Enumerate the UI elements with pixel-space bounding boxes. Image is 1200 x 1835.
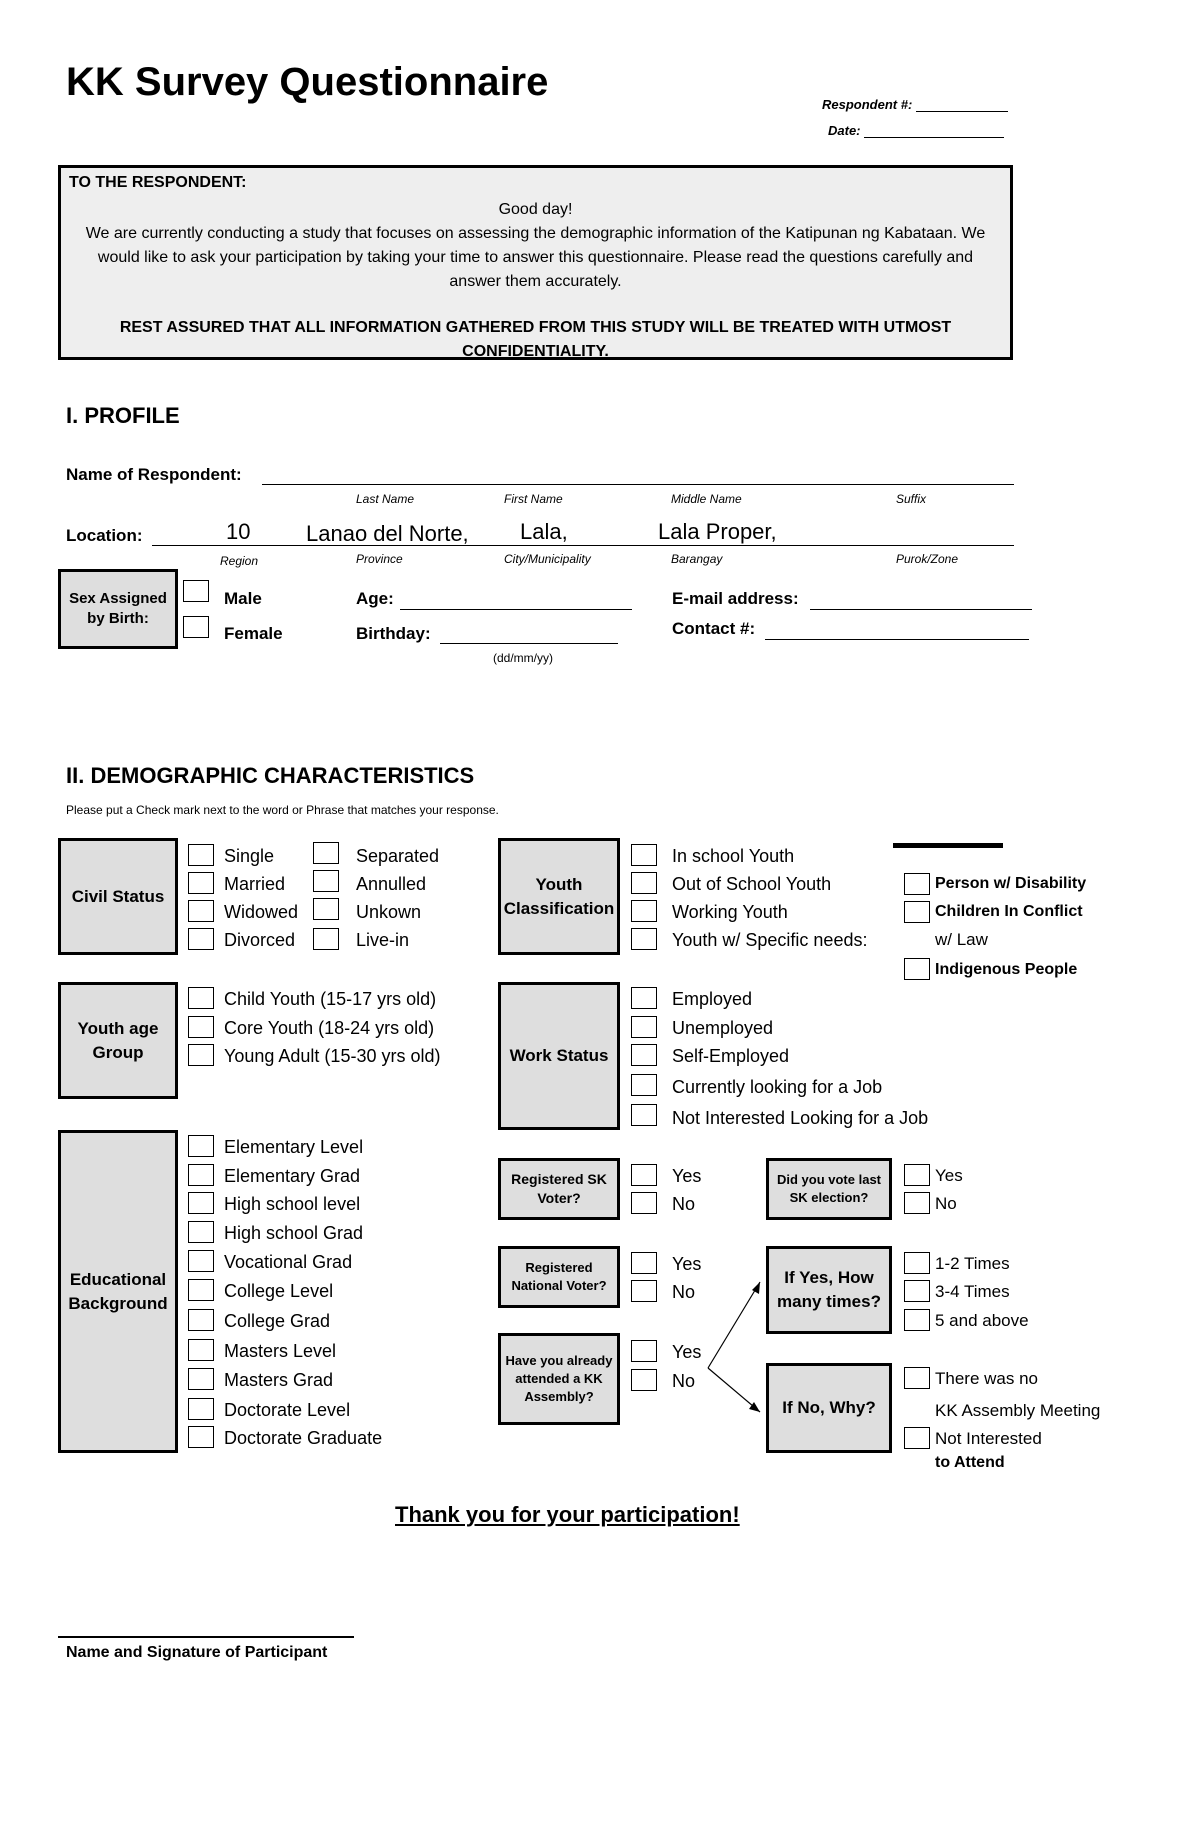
pwd-label: Person w/ Disability: [935, 875, 1087, 892]
birthday-format: (dd/mm/yy): [493, 651, 553, 665]
times-3-4-label: 3-4 Times: [935, 1282, 1010, 1301]
thank-you-message: Thank you for your participation!: [395, 1502, 740, 1527]
not-interested-label: Not Interested: [935, 1429, 1042, 1448]
education-option-label: Elementary Level: [224, 1137, 364, 1157]
times-5-above-checkbox[interactable]: [904, 1309, 930, 1331]
notice-confidentiality: REST ASSURED THAT ALL INFORMATION GATHERED FROM THIS STUDY WILL BE TREATED WITH UTMOST CONFIDENTIALITY.: [119, 319, 952, 360]
national-voter-label: Registered National Voter?: [511, 1260, 607, 1293]
national-voter-yes-checkbox[interactable]: [631, 1252, 657, 1274]
date-field: [828, 123, 1004, 138]
respondent-notice: [58, 165, 1013, 360]
arrow-to-yes: [708, 1282, 760, 1368]
education-option-label: Masters Level: [224, 1341, 337, 1361]
date-label: Date:: [828, 123, 861, 138]
national-voter-no-label: No: [672, 1282, 696, 1302]
looking-job-label: Currently looking for a Job: [672, 1077, 883, 1097]
no-meeting-label: There was no: [935, 1369, 1038, 1388]
middle-name-caption: Middle Name: [671, 492, 742, 506]
email-input-line[interactable]: [810, 609, 1032, 610]
children-in-conflict-checkbox[interactable]: [904, 901, 930, 923]
education-option-checkbox[interactable]: [188, 1339, 214, 1361]
sex-label: Sex Assigned by Birth:: [69, 590, 167, 627]
sk-voter-label: Registered SK Voter?: [511, 1171, 607, 1206]
young-adult-label: Young Adult (15-30 yrs old): [224, 1046, 441, 1066]
child-youth-label: Child Youth (15-17 yrs old): [224, 989, 437, 1009]
voted-last-yes-label: Yes: [935, 1166, 963, 1185]
education-option-checkbox[interactable]: [188, 1192, 214, 1214]
national-voter-box: [498, 1246, 620, 1308]
looking-job-checkbox[interactable]: [631, 1074, 657, 1096]
name-label: Name of Respondent:: [66, 465, 242, 484]
unkown-checkbox[interactable]: [313, 898, 339, 920]
birthday-label: Birthday:: [356, 624, 431, 643]
children-in-conflict-label: Children In Conflict: [935, 903, 1083, 920]
pwd-checkbox[interactable]: [904, 873, 930, 895]
voted-last-no-label: No: [935, 1194, 957, 1213]
education-label: Educational Background: [68, 1269, 168, 1313]
age-input-line[interactable]: [400, 609, 632, 610]
civil-status-box: [58, 838, 178, 955]
region-caption: Region: [220, 554, 259, 568]
demographics-instruction: Please put a Check mark next to the word or Phrase that matches your response.: [66, 803, 499, 817]
signature-line[interactable]: [58, 1636, 354, 1638]
sk-voter-no-label: No: [672, 1194, 696, 1214]
youth-classification-label: Youth Classification: [503, 874, 615, 918]
kk-assembly-no-checkbox[interactable]: [631, 1369, 657, 1391]
core-youth-checkbox[interactable]: [188, 1016, 214, 1038]
widowed-label: Widowed: [224, 902, 299, 922]
education-option-label: College Grad: [224, 1311, 331, 1331]
annulled-checkbox[interactable]: [313, 870, 339, 892]
divorced-label: Divorced: [224, 930, 296, 950]
how-many-label: If Yes, How many times?: [777, 1268, 881, 1311]
single-label: Single: [224, 846, 275, 866]
live-in-checkbox[interactable]: [313, 928, 339, 950]
province-caption: Province: [356, 552, 403, 566]
employed-label: Employed: [672, 989, 753, 1009]
married-checkbox[interactable]: [188, 872, 214, 894]
sk-voter-no-checkbox[interactable]: [631, 1192, 657, 1214]
education-option-checkbox[interactable]: [188, 1398, 214, 1420]
province-value: Lanao del Norte,: [306, 521, 469, 546]
education-option-checkbox[interactable]: [188, 1164, 214, 1186]
contact-input-line[interactable]: [765, 639, 1029, 640]
specific-needs-rule: [893, 843, 1003, 848]
kk-assembly-label: Have you already attended a KK Assembly?: [505, 1353, 613, 1404]
date-line[interactable]: [864, 137, 1004, 138]
education-option-checkbox[interactable]: [188, 1135, 214, 1157]
profile-heading: I. PROFILE: [66, 403, 180, 428]
annulled-label: Annulled: [356, 874, 427, 894]
notice-heading: TO THE RESPONDENT:: [69, 174, 247, 191]
signature-label: Name and Signature of Participant: [66, 1644, 328, 1661]
city-caption: City/Municipality: [504, 552, 591, 566]
working-youth-label: Working Youth: [672, 902, 788, 922]
notice-greeting: Good day!: [498, 201, 573, 218]
divorced-checkbox[interactable]: [188, 928, 214, 950]
location-label: Location:: [66, 526, 143, 545]
live-in-label: Live-in: [356, 930, 410, 950]
times-1-2-label: 1-2 Times: [935, 1254, 1010, 1273]
location-input-line[interactable]: [152, 545, 1014, 546]
notice-body: [81, 198, 990, 294]
not-interested-label-2: to Attend: [935, 1454, 1005, 1471]
specific-needs-label: Youth w/ Specific needs:: [672, 930, 868, 950]
barangay-value: Lala Proper,: [658, 519, 777, 544]
page-title: KK Survey Questionnaire: [66, 60, 549, 104]
not-interested-checkbox[interactable]: [904, 1427, 930, 1449]
how-many-box: [766, 1246, 892, 1334]
times-3-4-checkbox[interactable]: [904, 1280, 930, 1302]
sk-voter-box: [498, 1158, 620, 1220]
education-option-label: Vocational Grad: [224, 1252, 353, 1272]
education-option-checkbox[interactable]: [188, 1368, 214, 1390]
unemployed-checkbox[interactable]: [631, 1016, 657, 1038]
voted-last-box: [766, 1158, 892, 1220]
education-option-label: Elementary Grad: [224, 1166, 361, 1186]
education-box: [58, 1130, 178, 1453]
kk-assembly-yes-checkbox[interactable]: [631, 1340, 657, 1362]
not-interested-job-checkbox[interactable]: [631, 1104, 657, 1126]
youth-classification-box: [498, 838, 620, 955]
times-5-above-label: 5 and above: [935, 1311, 1029, 1330]
kk-assembly-box: [498, 1333, 620, 1425]
child-youth-checkbox[interactable]: [188, 987, 214, 1009]
education-option-checkbox[interactable]: [188, 1221, 214, 1243]
in-school-youth-label: In school Youth: [672, 846, 795, 866]
sex-label-box: [58, 569, 178, 649]
widowed-checkbox[interactable]: [188, 900, 214, 922]
sk-voter-yes-checkbox[interactable]: [631, 1164, 657, 1186]
purok-caption: Purok/Zone: [896, 552, 959, 566]
work-status-box: [498, 982, 620, 1130]
voted-last-yes-checkbox[interactable]: [904, 1164, 930, 1186]
education-option-label: Masters Grad: [224, 1370, 334, 1390]
self-employed-label: Self-Employed: [672, 1046, 790, 1066]
core-youth-label: Core Youth (18-24 yrs old): [224, 1018, 435, 1038]
notice-text: We are currently conducting a study that focuses on assessing the demographic information of the Katipunan ng Kabataan. We would like to ask your participation by taking your time to answer this questionnaire. Please read the questions carefully and answer them accurately.: [85, 225, 986, 290]
education-option-checkbox[interactable]: [188, 1309, 214, 1331]
working-youth-checkbox[interactable]: [631, 900, 657, 922]
civil-status-label: Civil Status: [71, 886, 165, 906]
voted-last-no-checkbox[interactable]: [904, 1192, 930, 1214]
male-label: Male: [224, 589, 262, 608]
city-value: Lala,: [520, 519, 568, 544]
email-label: E-mail address:: [672, 589, 799, 608]
name-input-line[interactable]: [262, 484, 1014, 485]
times-1-2-checkbox[interactable]: [904, 1252, 930, 1274]
work-status-label: Work Status: [509, 1046, 609, 1065]
out-of-school-youth-checkbox[interactable]: [631, 872, 657, 894]
respondent-number-label: Respondent #:: [822, 97, 913, 112]
no-meeting-label-2: KK Assembly Meeting: [935, 1401, 1101, 1420]
education-option-checkbox[interactable]: [188, 1279, 214, 1301]
employed-checkbox[interactable]: [631, 987, 657, 1009]
demographics-heading: II. DEMOGRAPHIC CHARACTERISTICS: [66, 763, 475, 788]
youth-age-group-label: Youth age Group: [77, 1018, 159, 1062]
self-employed-checkbox[interactable]: [631, 1044, 657, 1066]
education-option-checkbox[interactable]: [188, 1250, 214, 1272]
kk-assembly-yes-label: Yes: [672, 1342, 702, 1362]
separated-label: Separated: [356, 846, 440, 866]
kk-assembly-no-label: No: [672, 1371, 696, 1391]
education-option-label: College Level: [224, 1281, 334, 1301]
education-option-label: High school level: [224, 1194, 361, 1214]
respondent-number-line[interactable]: [916, 111, 1008, 112]
male-checkbox[interactable]: [183, 580, 209, 602]
education-option-label: Doctorate Graduate: [224, 1428, 383, 1448]
separated-checkbox[interactable]: [313, 842, 339, 864]
not-interested-job-label: Not Interested Looking for a Job: [672, 1108, 929, 1128]
female-label: Female: [224, 624, 283, 643]
barangay-caption: Barangay: [671, 552, 723, 566]
in-school-youth-checkbox[interactable]: [631, 844, 657, 866]
first-name-caption: First Name: [504, 492, 563, 506]
sk-voter-yes-label: Yes: [672, 1166, 702, 1186]
out-of-school-youth-label: Out of School Youth: [672, 874, 832, 894]
last-name-caption: Last Name: [356, 492, 415, 506]
indigenous-checkbox[interactable]: [904, 958, 930, 980]
unkown-label: Unkown: [356, 902, 422, 922]
if-no-label: If No, Why?: [782, 1398, 876, 1417]
with-law-label: w/ Law: [935, 930, 988, 949]
education-option-checkbox[interactable]: [188, 1426, 214, 1448]
indigenous-label: Indigenous People: [935, 961, 1078, 978]
national-voter-yes-label: Yes: [672, 1254, 702, 1274]
married-label: Married: [224, 874, 286, 894]
specific-needs-checkbox[interactable]: [631, 928, 657, 950]
national-voter-no-checkbox[interactable]: [631, 1280, 657, 1302]
contact-label: Contact #:: [672, 619, 756, 638]
education-option-label: Doctorate Level: [224, 1400, 351, 1420]
unemployed-label: Unemployed: [672, 1018, 774, 1038]
birthday-input-line[interactable]: [440, 643, 618, 644]
single-checkbox[interactable]: [188, 844, 214, 866]
education-option-label: High school Grad: [224, 1223, 364, 1243]
if-no-box: [766, 1363, 892, 1453]
region-value: 10: [226, 519, 251, 544]
voted-last-label: Did you vote last SK election?: [776, 1172, 882, 1205]
female-checkbox[interactable]: [183, 616, 209, 638]
suffix-caption: Suffix: [896, 492, 927, 506]
youth-age-group-box: [58, 982, 178, 1099]
young-adult-checkbox[interactable]: [188, 1044, 214, 1066]
no-meeting-checkbox[interactable]: [904, 1367, 930, 1389]
age-label: Age:: [356, 589, 394, 608]
respondent-number-field: [822, 97, 1008, 112]
